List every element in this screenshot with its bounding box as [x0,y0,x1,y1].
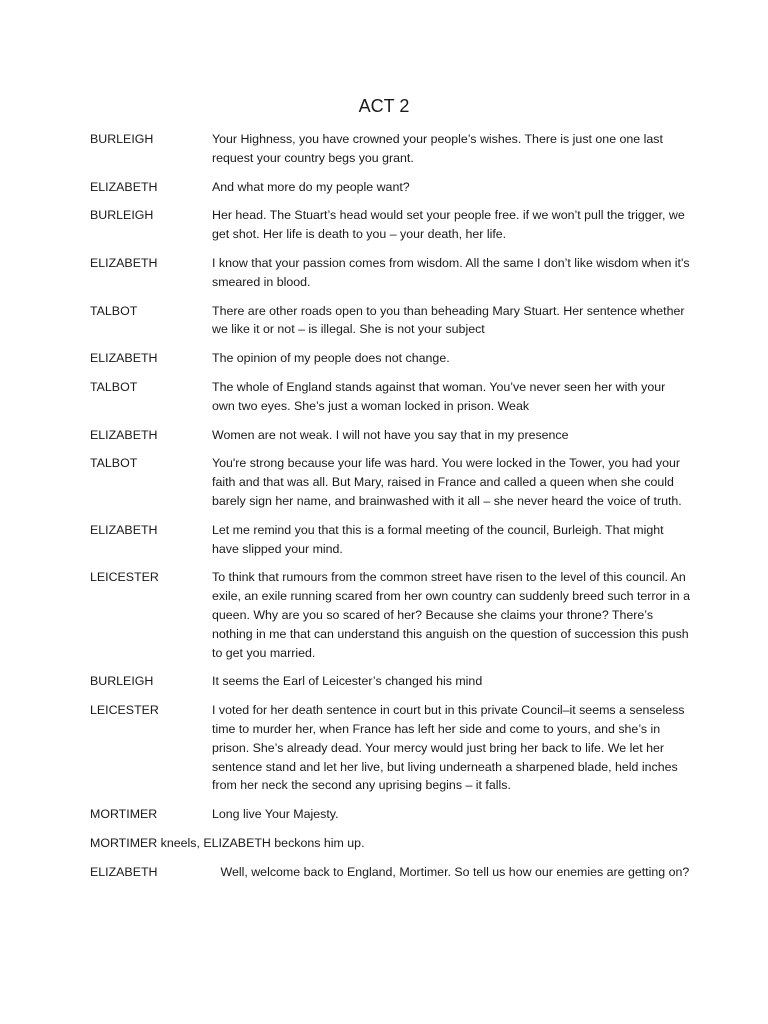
speech-text: It seems the Earl of Leicester’s changed his mind [212,674,483,689]
dialogue-line [90,672,690,691]
speaker-name: BURLEIGH [90,674,154,689]
dialogue-line [90,805,690,824]
speaker-name: TALBOT [90,379,138,394]
speaker-name: BURLEIGH [90,208,154,223]
dialogue-line [90,568,690,662]
speech-text: Women are not weak. I will not have you say that in my presence [212,427,569,442]
dialogue-line [90,349,690,368]
dialogue-line-final [90,863,690,882]
speaker-name: ELIZABETH [90,864,158,879]
dialogue-line [90,302,690,340]
dialogue-line [90,426,690,445]
speech-text: The whole of England stands against that woman. You’ve never seen her with your own two eyes. She’s just a woman locked in prison. Weak [212,379,666,413]
speaker-name: LEICESTER [90,703,159,718]
dialogue-line [90,130,690,168]
dialogue-line [90,454,690,510]
speech-text: You're strong because your life was hard. You were locked in the Tower, you had your faith and that was all. But Mary, raised in France and called a queen when she could barely sign her name, and brainwashed with it all – she never heard the voice of truth. [212,456,682,508]
act-title: ACT 2 [358,96,410,116]
speech-text: Well, welcome back to England, Mortimer. So tell us how our enemies are getting on? [220,864,690,879]
speaker-name: ELIZABETH [90,522,158,537]
speech-text: There are other roads open to you than beheading Mary Stuart. Her sentence whether we like it or not – is illegal. She is not your subject [212,303,685,337]
speech-text: Long live Your Majesty. [212,807,339,822]
speech-text: To think that rumours from the common street have risen to the level of this council. An exile, an exile running scared from her own country can suddenly breed such terror in a queen. Why are you so scared of her? Because she claims your throne? There’s nothing in me that can understand this anguish on the question of succession this push to get you married. [212,570,690,660]
dialogue-line [90,254,690,292]
script-body [90,130,690,892]
speaker-name: ELIZABETH [90,351,158,366]
speech-text: The opinion of my people does not change. [212,351,450,366]
speaker-name: TALBOT [90,456,138,471]
dialogue-line [90,521,690,559]
speaker-name: BURLEIGH [90,132,154,146]
dialogue-line [90,378,690,416]
speech-text: Her head. The Stuart’s head would set your people free. if we won’t pull the trigger, we get shot. Her life is death to you – your death, her life. [212,208,685,242]
speech-text: I voted for her death sentence in court but in this private Council–it seems a senseless time to murder her, when France has left her side and come to yours, and she’s in prison. She’s already dead. Your mercy would just bring her back to life. We let her sentence stand and let her live, but living underneath a sharpened blade, held inches from her neck the second any uprising begins – it falls. [212,703,685,793]
speaker-name: ELIZABETH [90,427,158,442]
speaker-name: ELIZABETH [90,179,158,194]
speaker-name: TALBOT [90,303,138,318]
dialogue-line [90,206,690,244]
speech-text: I know that your passion comes from wisdom. All the same I don’t like wisdom when it's smeared in blood. [212,255,690,289]
speaker-name: MORTIMER [90,807,158,822]
speech-text: And what more do my people want? [212,179,410,194]
stage-direction: MORTIMER kneels, ELIZABETH beckons him up. [90,835,365,850]
dialogue-line [90,701,690,795]
speaker-name: ELIZABETH [90,255,158,270]
dialogue-line [90,178,690,197]
speaker-name: LEICESTER [90,570,159,585]
speech-text: Let me remind you that this is a formal meeting of the council, Burleigh. That might have slipped your mind. [212,522,664,556]
speech-text: Your Highness, you have crowned your people’s wishes. There is just one one last request your country begs you grant. [212,132,663,165]
